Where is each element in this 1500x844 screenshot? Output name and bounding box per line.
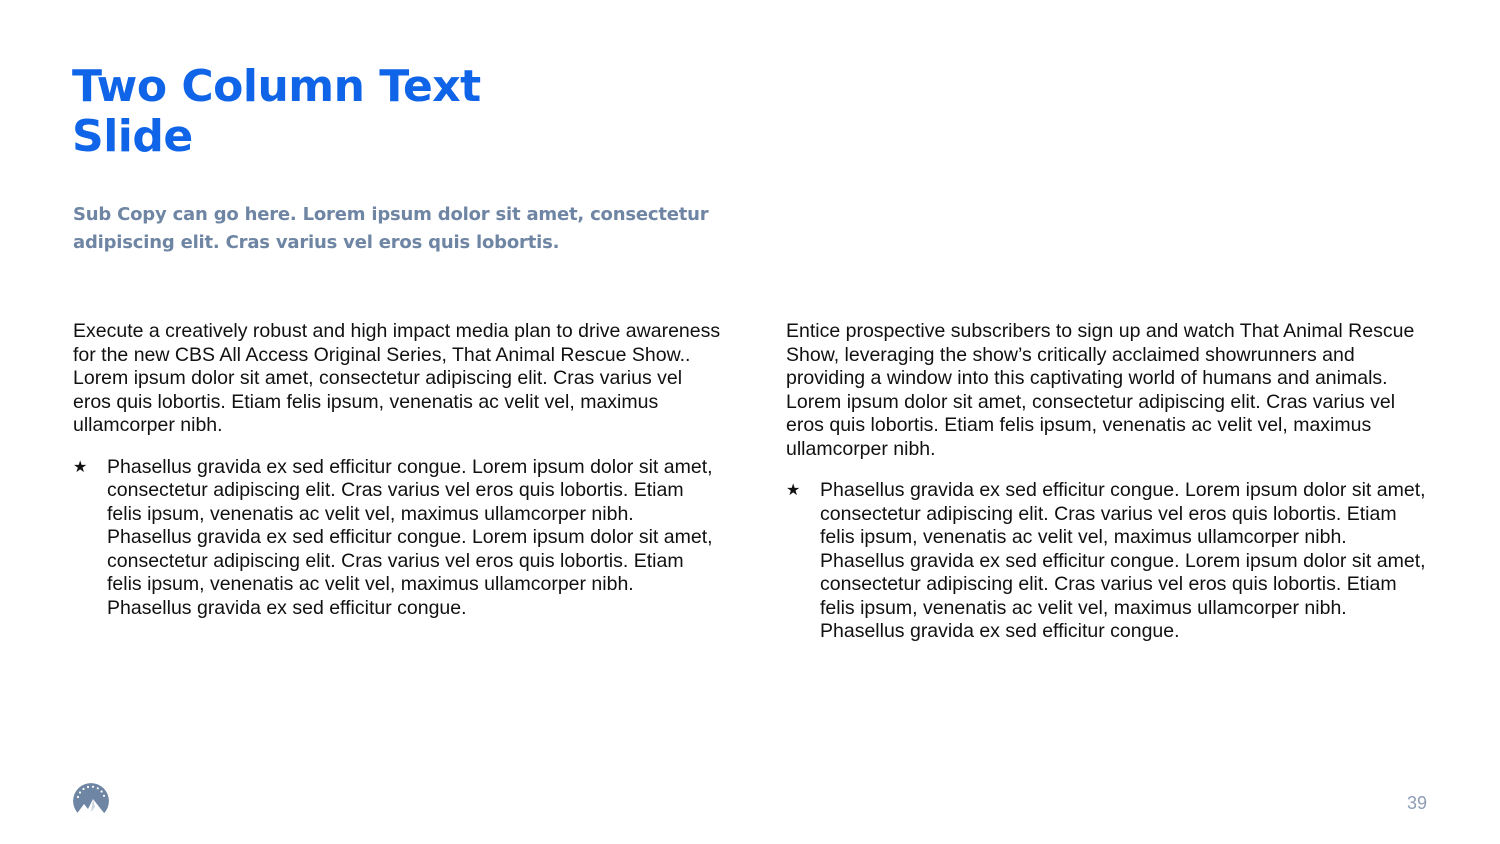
slide-title-line-1: Two Column Text [72, 61, 481, 112]
bullet-item [786, 479, 1436, 644]
star-icon: ★ [786, 482, 801, 499]
sub-copy: Sub Copy can go here. Lorem ipsum dolor sit amet, consectetur adipiscing elit. Cras varius vel eros quis lobortis. [73, 204, 709, 253]
left-column-paragraph: Execute a creatively robust and high impact media plan to drive awareness for the new CBS All Access Original Series, That Animal Rescue Show.. Lorem ipsum dolor sit amet, consectetur adipiscing elit. Cras varius vel eros quis lobortis. Etiam felis ipsum, venenatis ac velit vel, maximus ullamcorper nibh. [73, 320, 721, 436]
paramount-logo-icon [71, 782, 111, 818]
right-column-bullet-list [786, 479, 1436, 644]
slide-title [72, 62, 632, 162]
bullet-text: Phasellus gravida ex sed efficitur congue. Lorem ipsum dolor sit amet, consectetur adipiscing elit. Cras varius vel eros quis lobortis. Etiam felis ipsum, venenatis ac velit vel, maximus ullamcorper nibh. Phasellus gravida ex sed efficitur congue. Lorem ipsum dolor sit amet, consectetur adipiscing elit. Cras varius vel eros quis lobortis. Etiam felis ipsum, venenatis ac velit vel, maximus ullamcorper nibh. Phasellus gravida ex sed efficitur congue. [820, 479, 1426, 642]
right-column [786, 320, 1436, 644]
left-column [73, 320, 723, 620]
bullet-item [73, 456, 723, 621]
left-column-bullet-list [73, 456, 723, 621]
bullet-text: Phasellus gravida ex sed efficitur congue. Lorem ipsum dolor sit amet, consectetur adipiscing elit. Cras varius vel eros quis lobortis. Etiam felis ipsum, venenatis ac velit vel, maximus ullamcorper nibh. Phasellus gravida ex sed efficitur congue. Lorem ipsum dolor sit amet, consectetur adipiscing elit. Cras varius vel eros quis lobortis. Etiam felis ipsum, venenatis ac velit vel, maximus ullamcorper nibh. Phasellus gravida ex sed efficitur congue. [107, 455, 713, 619]
page-number: 39 [1406, 793, 1427, 813]
star-icon: ★ [73, 458, 88, 476]
slide-title-line-2: Slide [72, 111, 193, 162]
right-column-paragraph: Entice prospective subscribers to sign up and watch That Animal Rescue Show, leveraging the show’s critically acclaimed showrunners and providing a window into this captivating world of humans and animals. Lorem ipsum dolor sit amet, consectetur adipiscing elit. Cras varius vel eros quis lobortis. Etiam felis ipsum, venenatis ac velit vel, maximus ullamcorper nibh. [786, 320, 1415, 460]
